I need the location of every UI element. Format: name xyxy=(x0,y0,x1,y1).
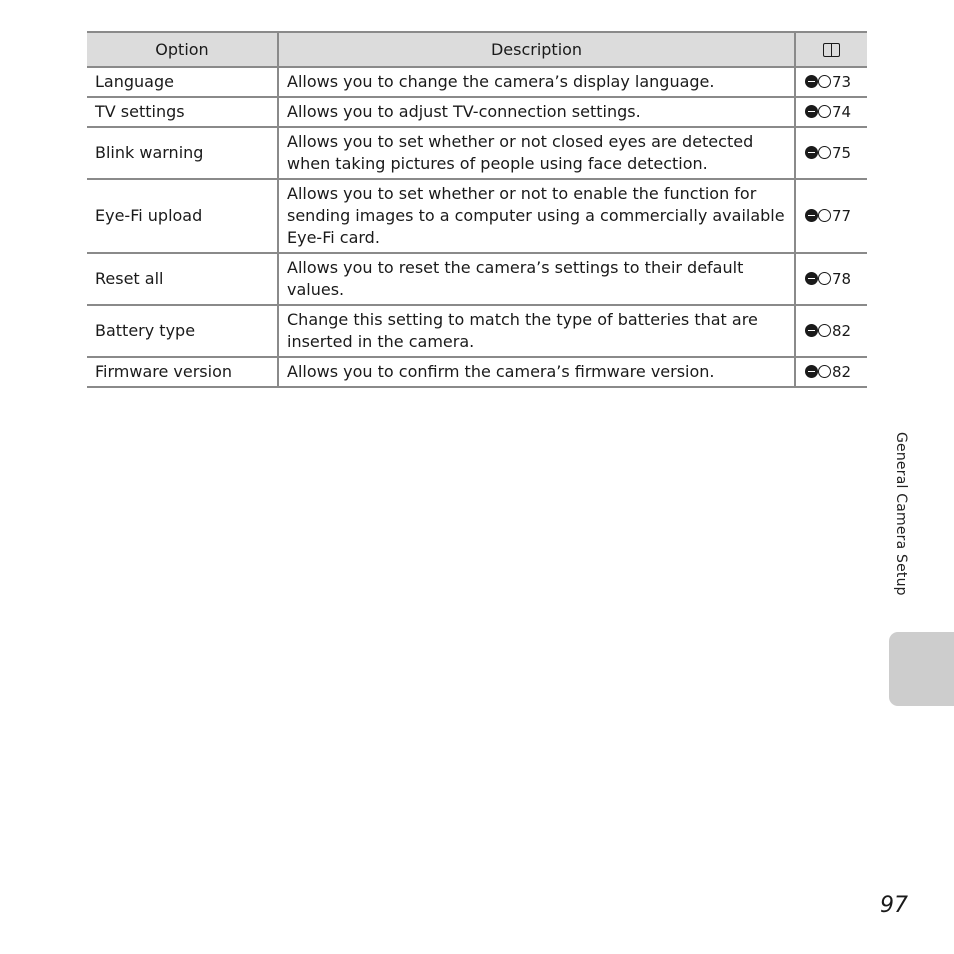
table-header-row xyxy=(87,32,867,67)
reference-icon xyxy=(805,105,831,118)
option-cell: Blink warning xyxy=(87,127,278,179)
table-row xyxy=(87,305,867,357)
reference-cell xyxy=(795,179,867,253)
option-column-header: Option xyxy=(87,32,278,67)
reference-page: 74 xyxy=(832,103,852,121)
description-cell: Allows you to change the camera’s display language. xyxy=(278,67,795,97)
reference-cell xyxy=(795,253,867,305)
reference-page: 75 xyxy=(832,144,852,162)
reference-cell xyxy=(795,305,867,357)
reference-icon xyxy=(805,209,831,222)
option-cell: Firmware version xyxy=(87,357,278,387)
settings-table xyxy=(87,31,867,388)
reference-page: 77 xyxy=(832,207,852,225)
option-cell: TV settings xyxy=(87,97,278,127)
reference-page: 73 xyxy=(832,73,852,91)
table-row xyxy=(87,253,867,305)
reference-cell xyxy=(795,97,867,127)
reference-page: 82 xyxy=(832,363,852,381)
reference-cell xyxy=(795,357,867,387)
reference-cell xyxy=(795,127,867,179)
section-tab xyxy=(889,632,954,706)
option-cell: Language xyxy=(87,67,278,97)
description-cell: Allows you to reset the camera’s settings to their default values. xyxy=(278,253,795,305)
reference-icon xyxy=(805,272,831,285)
table-row xyxy=(87,179,867,253)
reference-icon xyxy=(805,146,831,159)
book-icon xyxy=(823,43,841,57)
description-cell: Allows you to confirm the camera’s firmware version. xyxy=(278,357,795,387)
reference-icon xyxy=(805,365,831,378)
reference-icon xyxy=(805,324,831,337)
table-row xyxy=(87,97,867,127)
description-cell: Allows you to adjust TV-connection settings. xyxy=(278,97,795,127)
page-number: 97 xyxy=(880,893,908,918)
description-cell: Allows you to set whether or not closed eyes are detected when taking pictures of people using face detection. xyxy=(278,127,795,179)
table-row xyxy=(87,357,867,387)
description-cell: Allows you to set whether or not to enable the function for sending images to a computer using a commercially available Eye-Fi card. xyxy=(278,179,795,253)
table-row xyxy=(87,67,867,97)
reference-icon xyxy=(805,75,831,88)
description-cell: Change this setting to match the type of batteries that are inserted in the camera. xyxy=(278,305,795,357)
table-row xyxy=(87,127,867,179)
option-cell: Eye-Fi upload xyxy=(87,179,278,253)
reference-column-header xyxy=(795,32,867,67)
option-cell: Battery type xyxy=(87,305,278,357)
reference-page: 78 xyxy=(832,270,852,288)
option-cell: Reset all xyxy=(87,253,278,305)
section-side-label: General Camera Setup xyxy=(893,432,909,596)
reference-cell xyxy=(795,67,867,97)
reference-page: 82 xyxy=(832,322,852,340)
description-column-header: Description xyxy=(278,32,795,67)
